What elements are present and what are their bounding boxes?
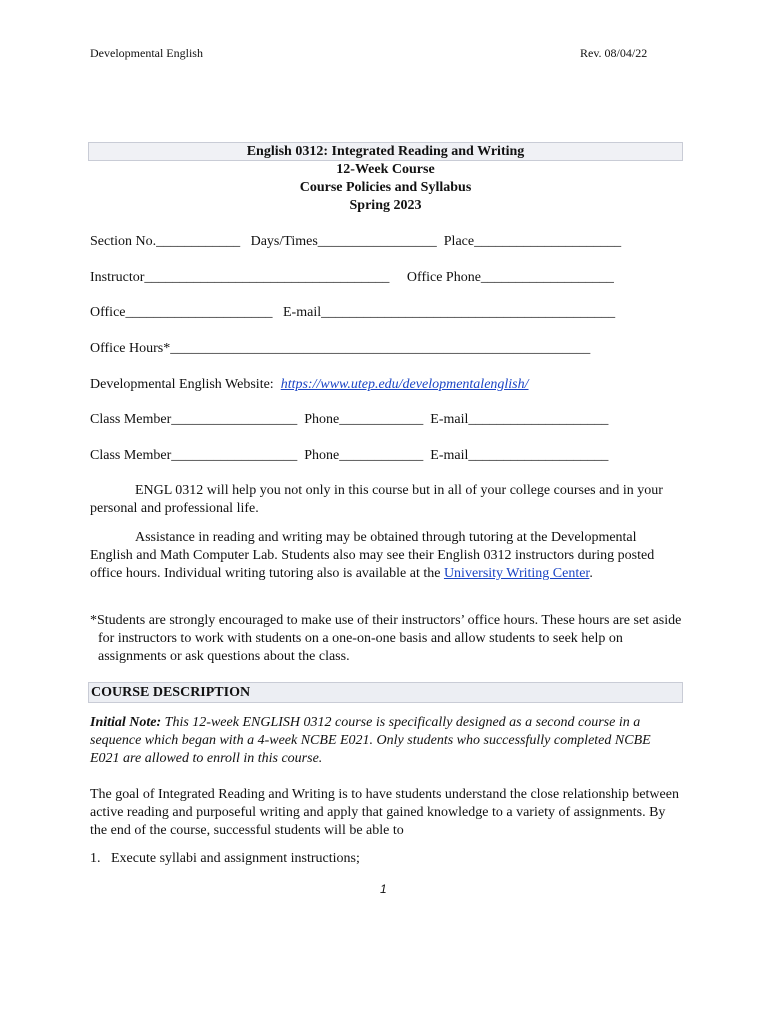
tutoring-end: .	[589, 566, 593, 581]
office-hours-row: Office Hours*____________________________________________________________	[90, 341, 591, 356]
tutoring-text: Assistance in reading and writing may be obtained through tutoring at the Developmental English and Math Computer Lab. Students also may see their English 0312 instructors during posted office hours. Individual writing tutoring also is available at the	[90, 530, 655, 581]
instructor-office-phone-row: Instructor___________________________________ Office Phone___________________	[90, 270, 614, 285]
office-email-row: Office_____________________ E-mail__________________________________________	[90, 305, 616, 320]
course-title: English 0312: Integrated Reading and Writing	[246, 144, 525, 159]
document-type: Course Policies and Syllabus	[299, 180, 472, 195]
initial-note-label: Initial Note:	[90, 715, 162, 730]
class-member-row-2: Class Member__________________ Phone____________ E-mail____________________	[90, 448, 609, 463]
page-number: 1	[380, 882, 387, 896]
section-days-place-row: Section No.____________ Days/Times_________________ Place_____________________	[90, 234, 622, 249]
website-label: Developmental English Website:	[90, 377, 281, 392]
goal-paragraph: The goal of Integrated Reading and Writing is to have students understand the close relationship between active reading and purposeful writing and apply that gained knowledge to a variety of assignments. By the end of the course, successful students will be able to	[90, 787, 679, 838]
course-length: 12-Week Course	[336, 162, 435, 177]
website-row	[90, 376, 529, 394]
website-link[interactable]: https://www.utep.edu/developmentalenglish/	[280, 377, 529, 392]
writing-center-link[interactable]: University Writing Center	[443, 566, 590, 581]
header-revision-date: Rev. 08/04/22	[580, 46, 648, 60]
tutoring-paragraph	[90, 529, 680, 583]
intro-paragraph: ENGL 0312 will help you not only in this course but in all of your college courses and in your personal and professional life.	[90, 483, 663, 516]
list-item: 1. Execute syllabi and assignment instructions;	[90, 851, 360, 866]
semester: Spring 2023	[349, 198, 422, 213]
initial-note	[90, 714, 680, 768]
office-hours-note: *Students are strongly encouraged to make use of their instructors’ office hours. These hours are set aside for instructors to work with students on a one-on-one basis and allow students to seek help on assignments or ask questions about the class.	[90, 613, 682, 664]
initial-note-text: This 12-week ENGLISH 0312 course is specifically designed as a second course in a sequence which began with a 4-week NCBE E021. Only students who successfully completed NCBE E021 are allowed to enroll in this course.	[90, 715, 651, 766]
class-member-row-1: Class Member__________________ Phone____________ E-mail____________________	[90, 412, 609, 427]
header-course-name: Developmental English	[90, 46, 203, 60]
course-description-heading: COURSE DESCRIPTION	[91, 685, 251, 700]
